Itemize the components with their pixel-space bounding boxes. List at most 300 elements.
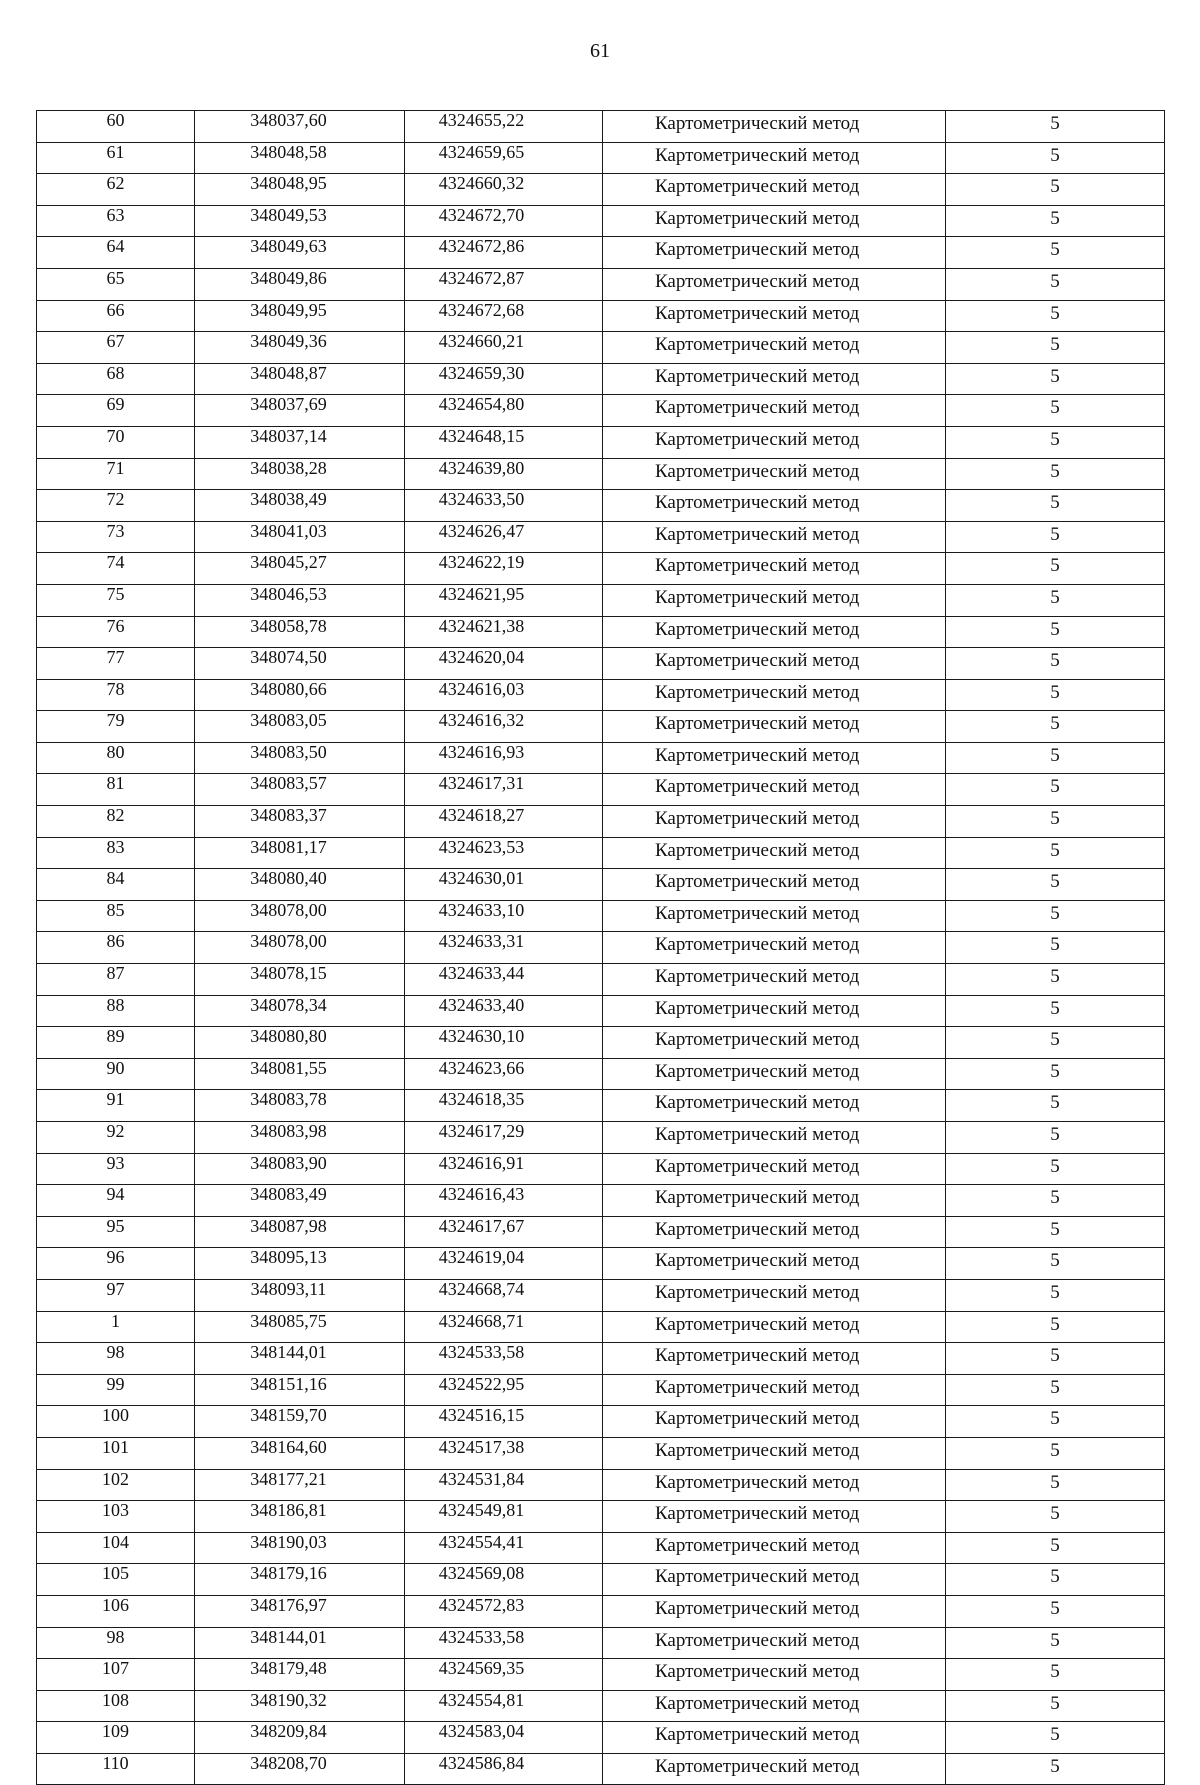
x-coordinate-cell: 348144,01 xyxy=(195,1343,405,1375)
x-coordinate-cell: 348049,63 xyxy=(195,237,405,269)
y-coordinate-cell: 4324630,10 xyxy=(405,1027,603,1059)
y-coordinate-cell: 4324622,19 xyxy=(405,553,603,585)
x-coordinate-cell: 348083,49 xyxy=(195,1185,405,1217)
table-row xyxy=(37,1501,1165,1533)
y-coordinate-cell: 4324660,21 xyxy=(405,332,603,364)
accuracy-cell: 5 xyxy=(946,1469,1165,1501)
point-number-cell: 72 xyxy=(37,490,195,522)
x-coordinate-cell: 348177,21 xyxy=(195,1469,405,1501)
method-cell: Картометрический метод xyxy=(603,1722,946,1754)
x-coordinate-cell: 348083,90 xyxy=(195,1153,405,1185)
method-cell: Картометрический метод xyxy=(603,268,946,300)
x-coordinate-cell: 348083,78 xyxy=(195,1090,405,1122)
accuracy-cell: 5 xyxy=(946,237,1165,269)
accuracy-cell: 5 xyxy=(946,142,1165,174)
accuracy-cell: 5 xyxy=(946,1090,1165,1122)
table-row xyxy=(37,995,1165,1027)
y-coordinate-cell: 4324623,66 xyxy=(405,1058,603,1090)
accuracy-cell: 5 xyxy=(946,1216,1165,1248)
accuracy-cell: 5 xyxy=(946,1753,1165,1785)
method-cell: Картометрический метод xyxy=(603,1469,946,1501)
method-cell: Картометрический метод xyxy=(603,1437,946,1469)
point-number-cell: 97 xyxy=(37,1279,195,1311)
x-coordinate-cell: 348037,14 xyxy=(195,426,405,458)
point-number-cell: 99 xyxy=(37,1374,195,1406)
y-coordinate-cell: 4324633,50 xyxy=(405,490,603,522)
table-row xyxy=(37,174,1165,206)
table-row xyxy=(37,679,1165,711)
table-row xyxy=(37,837,1165,869)
table-row xyxy=(37,584,1165,616)
point-number-cell: 62 xyxy=(37,174,195,206)
method-cell: Картометрический метод xyxy=(603,1058,946,1090)
method-cell: Картометрический метод xyxy=(603,1248,946,1280)
x-coordinate-cell: 348190,03 xyxy=(195,1532,405,1564)
x-coordinate-cell: 348037,69 xyxy=(195,395,405,427)
y-coordinate-cell: 4324531,84 xyxy=(405,1469,603,1501)
accuracy-cell: 5 xyxy=(946,869,1165,901)
method-cell: Картометрический метод xyxy=(603,1311,946,1343)
coordinates-table-body xyxy=(37,111,1165,1785)
point-number-cell: 65 xyxy=(37,268,195,300)
y-coordinate-cell: 4324668,74 xyxy=(405,1279,603,1311)
table-row xyxy=(37,1532,1165,1564)
y-coordinate-cell: 4324654,80 xyxy=(405,395,603,427)
x-coordinate-cell: 348208,70 xyxy=(195,1753,405,1785)
accuracy-cell: 5 xyxy=(946,1722,1165,1754)
accuracy-cell: 5 xyxy=(946,806,1165,838)
table-row xyxy=(37,490,1165,522)
point-number-cell: 107 xyxy=(37,1659,195,1691)
x-coordinate-cell: 348151,16 xyxy=(195,1374,405,1406)
point-number-cell: 93 xyxy=(37,1153,195,1185)
y-coordinate-cell: 4324672,86 xyxy=(405,237,603,269)
accuracy-cell: 5 xyxy=(946,900,1165,932)
y-coordinate-cell: 4324633,40 xyxy=(405,995,603,1027)
y-coordinate-cell: 4324516,15 xyxy=(405,1406,603,1438)
y-coordinate-cell: 4324660,32 xyxy=(405,174,603,206)
table-row xyxy=(37,1248,1165,1280)
method-cell: Картометрический метод xyxy=(603,584,946,616)
x-coordinate-cell: 348078,00 xyxy=(195,900,405,932)
table-row xyxy=(37,900,1165,932)
y-coordinate-cell: 4324619,04 xyxy=(405,1248,603,1280)
x-coordinate-cell: 348190,32 xyxy=(195,1690,405,1722)
table-row xyxy=(37,932,1165,964)
accuracy-cell: 5 xyxy=(946,616,1165,648)
method-cell: Картометрический метод xyxy=(603,616,946,648)
table-row xyxy=(37,142,1165,174)
method-cell: Картометрический метод xyxy=(603,521,946,553)
point-number-cell: 109 xyxy=(37,1722,195,1754)
accuracy-cell: 5 xyxy=(946,174,1165,206)
accuracy-cell: 5 xyxy=(946,1058,1165,1090)
table-row xyxy=(37,363,1165,395)
method-cell: Картометрический метод xyxy=(603,142,946,174)
table-row xyxy=(37,237,1165,269)
table-row xyxy=(37,1311,1165,1343)
table-row xyxy=(37,1279,1165,1311)
accuracy-cell: 5 xyxy=(946,774,1165,806)
table-row xyxy=(37,1153,1165,1185)
y-coordinate-cell: 4324616,93 xyxy=(405,742,603,774)
table-row xyxy=(37,1437,1165,1469)
y-coordinate-cell: 4324616,32 xyxy=(405,711,603,743)
point-number-cell: 74 xyxy=(37,553,195,585)
x-coordinate-cell: 348080,40 xyxy=(195,869,405,901)
point-number-cell: 68 xyxy=(37,363,195,395)
x-coordinate-cell: 348209,84 xyxy=(195,1722,405,1754)
table-row xyxy=(37,1595,1165,1627)
y-coordinate-cell: 4324549,81 xyxy=(405,1501,603,1533)
x-coordinate-cell: 348081,17 xyxy=(195,837,405,869)
accuracy-cell: 5 xyxy=(946,1659,1165,1691)
accuracy-cell: 5 xyxy=(946,111,1165,143)
y-coordinate-cell: 4324672,68 xyxy=(405,300,603,332)
y-coordinate-cell: 4324618,35 xyxy=(405,1090,603,1122)
y-coordinate-cell: 4324586,84 xyxy=(405,1753,603,1785)
method-cell: Картометрический метод xyxy=(603,174,946,206)
point-number-cell: 90 xyxy=(37,1058,195,1090)
accuracy-cell: 5 xyxy=(946,584,1165,616)
table-row xyxy=(37,111,1165,143)
table-row xyxy=(37,1090,1165,1122)
table-row xyxy=(37,648,1165,680)
x-coordinate-cell: 348093,11 xyxy=(195,1279,405,1311)
point-number-cell: 110 xyxy=(37,1753,195,1785)
x-coordinate-cell: 348083,57 xyxy=(195,774,405,806)
point-number-cell: 89 xyxy=(37,1027,195,1059)
x-coordinate-cell: 348176,97 xyxy=(195,1595,405,1627)
method-cell: Картометрический метод xyxy=(603,1185,946,1217)
point-number-cell: 101 xyxy=(37,1437,195,1469)
method-cell: Картометрический метод xyxy=(603,490,946,522)
y-coordinate-cell: 4324633,10 xyxy=(405,900,603,932)
y-coordinate-cell: 4324630,01 xyxy=(405,869,603,901)
table-row xyxy=(37,711,1165,743)
x-coordinate-cell: 348048,95 xyxy=(195,174,405,206)
y-coordinate-cell: 4324648,15 xyxy=(405,426,603,458)
point-number-cell: 1 xyxy=(37,1311,195,1343)
table-row xyxy=(37,1722,1165,1754)
table-row xyxy=(37,1374,1165,1406)
y-coordinate-cell: 4324623,53 xyxy=(405,837,603,869)
x-coordinate-cell: 348080,66 xyxy=(195,679,405,711)
table-row xyxy=(37,426,1165,458)
method-cell: Картометрический метод xyxy=(603,679,946,711)
x-coordinate-cell: 348085,75 xyxy=(195,1311,405,1343)
point-number-cell: 92 xyxy=(37,1122,195,1154)
method-cell: Картометрический метод xyxy=(603,1627,946,1659)
point-number-cell: 88 xyxy=(37,995,195,1027)
table-row xyxy=(37,458,1165,490)
y-coordinate-cell: 4324626,47 xyxy=(405,521,603,553)
x-coordinate-cell: 348049,86 xyxy=(195,268,405,300)
method-cell: Картометрический метод xyxy=(603,869,946,901)
y-coordinate-cell: 4324583,04 xyxy=(405,1722,603,1754)
y-coordinate-cell: 4324639,80 xyxy=(405,458,603,490)
x-coordinate-cell: 348048,58 xyxy=(195,142,405,174)
y-coordinate-cell: 4324554,81 xyxy=(405,1690,603,1722)
point-number-cell: 64 xyxy=(37,237,195,269)
method-cell: Картометрический метод xyxy=(603,1122,946,1154)
method-cell: Картометрический метод xyxy=(603,742,946,774)
point-number-cell: 71 xyxy=(37,458,195,490)
accuracy-cell: 5 xyxy=(946,1343,1165,1375)
accuracy-cell: 5 xyxy=(946,995,1165,1027)
method-cell: Картометрический метод xyxy=(603,932,946,964)
y-coordinate-cell: 4324621,95 xyxy=(405,584,603,616)
accuracy-cell: 5 xyxy=(946,205,1165,237)
method-cell: Картометрический метод xyxy=(603,1374,946,1406)
x-coordinate-cell: 348045,27 xyxy=(195,553,405,585)
point-number-cell: 67 xyxy=(37,332,195,364)
table-row xyxy=(37,964,1165,996)
table-row xyxy=(37,742,1165,774)
x-coordinate-cell: 348049,95 xyxy=(195,300,405,332)
point-number-cell: 63 xyxy=(37,205,195,237)
y-coordinate-cell: 4324522,95 xyxy=(405,1374,603,1406)
x-coordinate-cell: 348095,13 xyxy=(195,1248,405,1280)
method-cell: Картометрический метод xyxy=(603,774,946,806)
x-coordinate-cell: 348049,36 xyxy=(195,332,405,364)
method-cell: Картометрический метод xyxy=(603,332,946,364)
table-row xyxy=(37,616,1165,648)
x-coordinate-cell: 348083,50 xyxy=(195,742,405,774)
x-coordinate-cell: 348041,03 xyxy=(195,521,405,553)
point-number-cell: 100 xyxy=(37,1406,195,1438)
x-coordinate-cell: 348048,87 xyxy=(195,363,405,395)
x-coordinate-cell: 348078,00 xyxy=(195,932,405,964)
point-number-cell: 69 xyxy=(37,395,195,427)
x-coordinate-cell: 348179,16 xyxy=(195,1564,405,1596)
table-row xyxy=(37,1564,1165,1596)
method-cell: Картометрический метод xyxy=(603,1501,946,1533)
method-cell: Картометрический метод xyxy=(603,1090,946,1122)
accuracy-cell: 5 xyxy=(946,1185,1165,1217)
y-coordinate-cell: 4324616,03 xyxy=(405,679,603,711)
accuracy-cell: 5 xyxy=(946,1501,1165,1533)
x-coordinate-cell: 348164,60 xyxy=(195,1437,405,1469)
accuracy-cell: 5 xyxy=(946,964,1165,996)
method-cell: Картометрический метод xyxy=(603,1595,946,1627)
method-cell: Картометрический метод xyxy=(603,1532,946,1564)
y-coordinate-cell: 4324618,27 xyxy=(405,806,603,838)
point-number-cell: 91 xyxy=(37,1090,195,1122)
accuracy-cell: 5 xyxy=(946,742,1165,774)
accuracy-cell: 5 xyxy=(946,1279,1165,1311)
point-number-cell: 75 xyxy=(37,584,195,616)
y-coordinate-cell: 4324659,65 xyxy=(405,142,603,174)
accuracy-cell: 5 xyxy=(946,395,1165,427)
method-cell: Картометрический метод xyxy=(603,300,946,332)
method-cell: Картометрический метод xyxy=(603,395,946,427)
x-coordinate-cell: 348080,80 xyxy=(195,1027,405,1059)
x-coordinate-cell: 348087,98 xyxy=(195,1216,405,1248)
accuracy-cell: 5 xyxy=(946,711,1165,743)
x-coordinate-cell: 348179,48 xyxy=(195,1659,405,1691)
method-cell: Картометрический метод xyxy=(603,1279,946,1311)
method-cell: Картометрический метод xyxy=(603,237,946,269)
point-number-cell: 76 xyxy=(37,616,195,648)
y-coordinate-cell: 4324672,87 xyxy=(405,268,603,300)
y-coordinate-cell: 4324533,58 xyxy=(405,1627,603,1659)
point-number-cell: 60 xyxy=(37,111,195,143)
x-coordinate-cell: 348078,15 xyxy=(195,964,405,996)
table-row xyxy=(37,1027,1165,1059)
table-row xyxy=(37,1216,1165,1248)
table-row xyxy=(37,268,1165,300)
method-cell: Картометрический метод xyxy=(603,426,946,458)
point-number-cell: 61 xyxy=(37,142,195,174)
point-number-cell: 70 xyxy=(37,426,195,458)
method-cell: Картометрический метод xyxy=(603,458,946,490)
x-coordinate-cell: 348144,01 xyxy=(195,1627,405,1659)
method-cell: Картометрический метод xyxy=(603,995,946,1027)
method-cell: Картометрический метод xyxy=(603,1753,946,1785)
accuracy-cell: 5 xyxy=(946,363,1165,395)
point-number-cell: 98 xyxy=(37,1627,195,1659)
method-cell: Картометрический метод xyxy=(603,1659,946,1691)
point-number-cell: 83 xyxy=(37,837,195,869)
point-number-cell: 108 xyxy=(37,1690,195,1722)
accuracy-cell: 5 xyxy=(946,1374,1165,1406)
y-coordinate-cell: 4324569,08 xyxy=(405,1564,603,1596)
y-coordinate-cell: 4324616,91 xyxy=(405,1153,603,1185)
method-cell: Картометрический метод xyxy=(603,1153,946,1185)
accuracy-cell: 5 xyxy=(946,1122,1165,1154)
y-coordinate-cell: 4324659,30 xyxy=(405,363,603,395)
x-coordinate-cell: 348049,53 xyxy=(195,205,405,237)
accuracy-cell: 5 xyxy=(946,268,1165,300)
table-row xyxy=(37,1627,1165,1659)
point-number-cell: 81 xyxy=(37,774,195,806)
accuracy-cell: 5 xyxy=(946,1690,1165,1722)
y-coordinate-cell: 4324633,44 xyxy=(405,964,603,996)
x-coordinate-cell: 348083,98 xyxy=(195,1122,405,1154)
y-coordinate-cell: 4324517,38 xyxy=(405,1437,603,1469)
method-cell: Картометрический метод xyxy=(603,1690,946,1722)
x-coordinate-cell: 348046,53 xyxy=(195,584,405,616)
accuracy-cell: 5 xyxy=(946,1248,1165,1280)
y-coordinate-cell: 4324617,67 xyxy=(405,1216,603,1248)
y-coordinate-cell: 4324554,41 xyxy=(405,1532,603,1564)
point-number-cell: 105 xyxy=(37,1564,195,1596)
point-number-cell: 66 xyxy=(37,300,195,332)
accuracy-cell: 5 xyxy=(946,679,1165,711)
y-coordinate-cell: 4324621,38 xyxy=(405,616,603,648)
accuracy-cell: 5 xyxy=(946,1027,1165,1059)
x-coordinate-cell: 348038,49 xyxy=(195,490,405,522)
x-coordinate-cell: 348186,81 xyxy=(195,1501,405,1533)
method-cell: Картометрический метод xyxy=(603,964,946,996)
y-coordinate-cell: 4324533,58 xyxy=(405,1343,603,1375)
x-coordinate-cell: 348081,55 xyxy=(195,1058,405,1090)
accuracy-cell: 5 xyxy=(946,1627,1165,1659)
x-coordinate-cell: 348074,50 xyxy=(195,648,405,680)
point-number-cell: 96 xyxy=(37,1248,195,1280)
table-row xyxy=(37,1659,1165,1691)
point-number-cell: 95 xyxy=(37,1216,195,1248)
x-coordinate-cell: 348083,05 xyxy=(195,711,405,743)
table-row xyxy=(37,521,1165,553)
point-number-cell: 86 xyxy=(37,932,195,964)
accuracy-cell: 5 xyxy=(946,1311,1165,1343)
method-cell: Картометрический метод xyxy=(603,1216,946,1248)
table-row xyxy=(37,553,1165,585)
page-number: 61 xyxy=(590,40,610,62)
accuracy-cell: 5 xyxy=(946,490,1165,522)
accuracy-cell: 5 xyxy=(946,553,1165,585)
method-cell: Картометрический метод xyxy=(603,1343,946,1375)
method-cell: Картометрический метод xyxy=(603,111,946,143)
x-coordinate-cell: 348159,70 xyxy=(195,1406,405,1438)
table-row xyxy=(37,869,1165,901)
table-row xyxy=(37,1185,1165,1217)
table-row xyxy=(37,1406,1165,1438)
point-number-cell: 78 xyxy=(37,679,195,711)
y-coordinate-cell: 4324620,04 xyxy=(405,648,603,680)
point-number-cell: 94 xyxy=(37,1185,195,1217)
y-coordinate-cell: 4324616,43 xyxy=(405,1185,603,1217)
point-number-cell: 82 xyxy=(37,806,195,838)
accuracy-cell: 5 xyxy=(946,426,1165,458)
method-cell: Картометрический метод xyxy=(603,1027,946,1059)
accuracy-cell: 5 xyxy=(946,1595,1165,1627)
table-row xyxy=(37,205,1165,237)
table-row xyxy=(37,1753,1165,1785)
point-number-cell: 73 xyxy=(37,521,195,553)
point-number-cell: 84 xyxy=(37,869,195,901)
table-row xyxy=(37,774,1165,806)
y-coordinate-cell: 4324569,35 xyxy=(405,1659,603,1691)
x-coordinate-cell: 348083,37 xyxy=(195,806,405,838)
x-coordinate-cell: 348038,28 xyxy=(195,458,405,490)
accuracy-cell: 5 xyxy=(946,1153,1165,1185)
table-row xyxy=(37,1343,1165,1375)
accuracy-cell: 5 xyxy=(946,332,1165,364)
point-number-cell: 77 xyxy=(37,648,195,680)
y-coordinate-cell: 4324655,22 xyxy=(405,111,603,143)
table-row xyxy=(37,1690,1165,1722)
point-number-cell: 98 xyxy=(37,1343,195,1375)
method-cell: Картометрический метод xyxy=(603,1564,946,1596)
x-coordinate-cell: 348037,60 xyxy=(195,111,405,143)
method-cell: Картометрический метод xyxy=(603,806,946,838)
accuracy-cell: 5 xyxy=(946,300,1165,332)
point-number-cell: 103 xyxy=(37,1501,195,1533)
table-row xyxy=(37,1469,1165,1501)
point-number-cell: 87 xyxy=(37,964,195,996)
method-cell: Картометрический метод xyxy=(603,363,946,395)
accuracy-cell: 5 xyxy=(946,648,1165,680)
accuracy-cell: 5 xyxy=(946,1532,1165,1564)
method-cell: Картометрический метод xyxy=(603,1406,946,1438)
y-coordinate-cell: 4324672,70 xyxy=(405,205,603,237)
y-coordinate-cell: 4324617,29 xyxy=(405,1122,603,1154)
x-coordinate-cell: 348078,34 xyxy=(195,995,405,1027)
method-cell: Картометрический метод xyxy=(603,205,946,237)
y-coordinate-cell: 4324633,31 xyxy=(405,932,603,964)
point-number-cell: 85 xyxy=(37,900,195,932)
method-cell: Картометрический метод xyxy=(603,837,946,869)
point-number-cell: 106 xyxy=(37,1595,195,1627)
table-row xyxy=(37,395,1165,427)
method-cell: Картометрический метод xyxy=(603,900,946,932)
table-row xyxy=(37,1122,1165,1154)
table-row xyxy=(37,300,1165,332)
table-row xyxy=(37,332,1165,364)
